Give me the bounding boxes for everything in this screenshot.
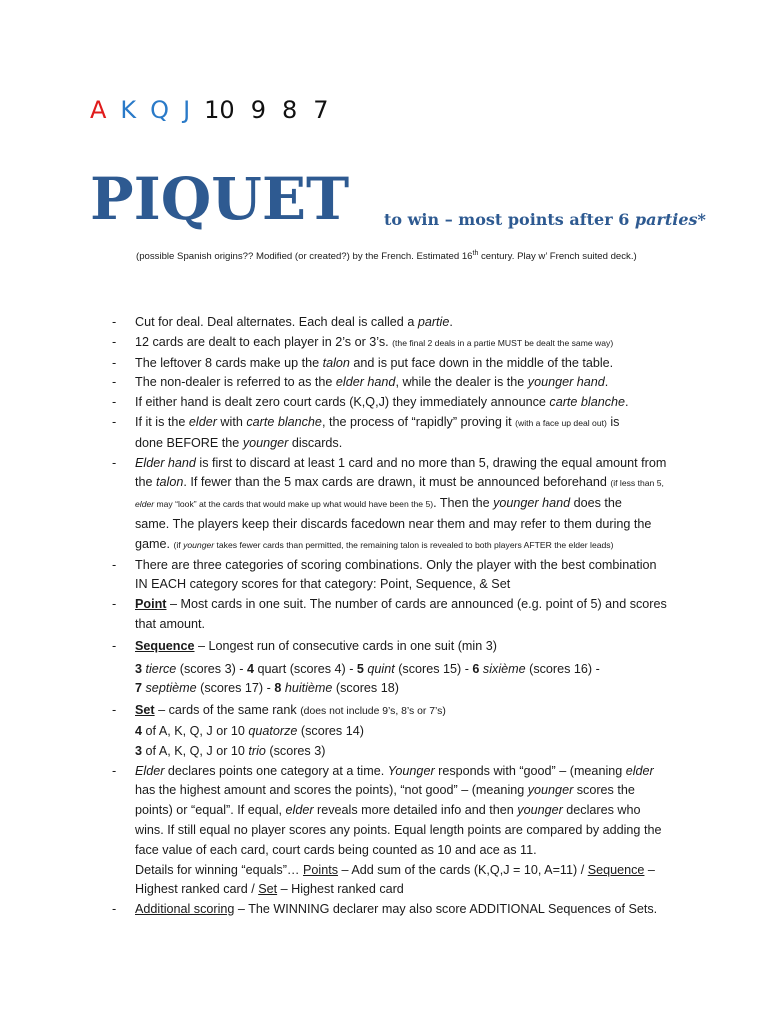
text: (scores 15) - [394, 661, 473, 676]
text: If it is the [135, 414, 189, 429]
text: is [606, 414, 620, 429]
text-em: partie [417, 315, 450, 329]
bullet-dash: - [112, 395, 117, 410]
text-em: elder [285, 803, 314, 818]
origins-text-a: (possible Spanish origins?? Modified (or created?) by the French. Estimated 16 [136, 251, 473, 263]
origins-text-b: century. Play w’ French suited deck.) [478, 251, 637, 263]
subtitle-emphasis: parties* [634, 210, 706, 229]
subtitle [384, 210, 706, 229]
text-small: may “look” at the cards that would make up what would have been the 5) [154, 499, 434, 510]
text: scores the [573, 783, 635, 798]
subtitle-text: to win – most points after 6 [384, 210, 635, 229]
rank-queen: Q [150, 96, 170, 124]
bullet-dash: - [112, 375, 117, 390]
text-em: trio [248, 743, 266, 758]
bullet-dash: - [112, 763, 117, 778]
num: 5 [356, 661, 364, 676]
list-item [112, 313, 672, 333]
text-em: carte blanche [246, 414, 322, 429]
text: – Highest ranked card [277, 882, 404, 897]
text-em: quatorze [248, 723, 298, 738]
text-em: younger [517, 803, 563, 818]
num: 4 [247, 661, 255, 676]
text: There are three categories of scoring combinations. Only the player with the best combination [135, 557, 657, 572]
text: declares who [562, 803, 641, 818]
section-heading-sequence: Sequence [135, 638, 195, 653]
text-em: huitième [281, 681, 333, 696]
text-em: elder [188, 414, 217, 429]
text: points) or “equal”. If equal, [135, 803, 286, 818]
text: same. The players keep their discards facedown near them and may refer to them during the [135, 516, 652, 531]
bullet-dash: - [112, 355, 117, 370]
text: , the process of “rapidly” proving it [321, 414, 516, 429]
text: (scores 3) - [176, 661, 247, 676]
text: quart (scores 4) - [254, 661, 357, 676]
text-small: (does not include 9’s, 8’s or 7’s) [300, 706, 446, 718]
rank-king: K [120, 96, 137, 124]
text-small: (if less than 5, [610, 478, 664, 489]
rank-ace: A [90, 96, 107, 124]
num: 8 [274, 681, 282, 696]
bullet-dash: - [112, 902, 117, 917]
list-item [112, 454, 672, 556]
text-em: younger [527, 783, 574, 798]
text: – Add sum of the cards (K,Q,J = 10, A=11) / [338, 862, 588, 877]
rank-8: 8 [281, 96, 298, 124]
rank-7: 7 [313, 96, 329, 124]
text: (scores 17) - [196, 681, 275, 696]
text-em: elder [625, 763, 654, 778]
text-em: sixième [479, 661, 526, 676]
text-underlined: Additional scoring [135, 902, 235, 917]
list-item [112, 393, 672, 413]
text: . [625, 395, 629, 410]
text: face value of each card, court cards being counted as 10 and ace as 11. [135, 842, 537, 857]
text: wins. If still equal no player scores any points. Equal length points are compared by adding the [135, 822, 662, 837]
text-em: tierce [142, 661, 177, 676]
bullet-dash: - [112, 597, 117, 612]
origins-sup: th [472, 250, 479, 257]
text-em: younger hand [527, 375, 605, 390]
list-item [112, 701, 672, 761]
num: 3 [135, 661, 143, 676]
list-item [112, 413, 672, 454]
text: game. [135, 536, 174, 551]
text: – [644, 862, 655, 877]
origins-note [136, 250, 637, 262]
text-em: carte blanche [549, 395, 626, 410]
text: is first to discard at least 1 card and no more than 5, drawing the equal amount from [195, 455, 667, 470]
bullet-dash: - [112, 315, 117, 329]
text: with [216, 414, 247, 429]
text-small: takes fewer cards than permitted, the remaining talon is revealed to both players AFTER the elder leads) [214, 539, 614, 550]
text: 12 cards are dealt to each player in 2’s or 3’s. [135, 334, 393, 349]
list-item [112, 595, 672, 635]
bullet-dash: - [112, 557, 117, 572]
text-em: quint [363, 661, 395, 676]
text: , while the dealer is the [395, 375, 528, 390]
list-item [112, 762, 672, 901]
list-item [112, 333, 672, 354]
rank-9: 9 [250, 96, 266, 124]
bullet-dash: - [112, 703, 117, 718]
bullet-dash: - [112, 455, 117, 470]
text: (scores 16) - [525, 661, 600, 676]
card-rank-row [90, 96, 345, 130]
text-em: talon [322, 355, 350, 370]
text-small-em: younger [183, 539, 215, 550]
text: discards. [288, 435, 343, 450]
text-em: younger [242, 435, 289, 450]
text-underlined: Sequence [587, 862, 645, 877]
text-em: septième [142, 681, 197, 696]
text-em: Elder [135, 763, 165, 778]
text: of A, K, Q, J or 10 [142, 743, 249, 758]
section-heading-point: Point [135, 597, 167, 612]
text: Details for winning “equals”… [135, 862, 303, 877]
text: and is put face down in the middle of the table. [349, 355, 614, 370]
rules-list [112, 313, 672, 920]
num: 6 [472, 661, 480, 676]
text: . Then the [433, 496, 494, 511]
text-small: (if [173, 539, 184, 550]
text: Highest ranked card / [135, 882, 259, 897]
text: The leftover 8 cards make up the [135, 355, 323, 370]
text: – Longest run of consecutive cards in one suit (min 3) [194, 638, 497, 653]
text: (scores 14) [297, 723, 364, 738]
text-em: Younger [387, 763, 435, 778]
text: responds with “good” – (meaning [434, 763, 626, 778]
text: . If fewer than the 5 max cards are drawn, it must be announced beforehand [183, 475, 611, 490]
text-underlined: Set [258, 882, 278, 897]
list-item [112, 373, 672, 393]
text: – Most cards in one suit. The number of cards are announced (e.g. point of 5) and scores [166, 597, 667, 612]
num: 4 [135, 723, 143, 738]
text: The non-dealer is referred to as the [135, 375, 336, 390]
text-underlined: Points [303, 862, 339, 877]
text: reveals more detailed info and then [313, 803, 518, 818]
bullet-dash: - [112, 414, 117, 429]
text: (scores 3) [265, 743, 326, 758]
num: 7 [135, 681, 143, 696]
text-small-em: elder [135, 499, 155, 510]
bullet-dash: - [112, 334, 117, 349]
rank-jack: J [183, 96, 191, 124]
num: 3 [135, 743, 143, 758]
text: – The WINNING declarer may also score ADDITIONAL Sequences of Sets. [234, 902, 658, 917]
text: has the highest amount and scores the points), “not good” – (meaning [135, 783, 528, 798]
text: that amount. [135, 616, 206, 631]
sequence-scores [135, 660, 672, 700]
text: . [604, 375, 609, 390]
list-item [112, 900, 672, 920]
page-title: PIQUET [90, 165, 350, 233]
text: declares points one category at a time. [164, 763, 388, 778]
list-item [112, 556, 672, 596]
text: . [449, 315, 453, 329]
text-em: elder hand [335, 375, 396, 390]
list-item [112, 354, 672, 374]
text: Cut for deal. Deal alternates. Each deal is called a [135, 315, 418, 329]
section-heading-set: Set [135, 703, 155, 718]
text: done BEFORE the [135, 435, 243, 450]
rank-10: 10 [204, 96, 235, 124]
text: the [135, 475, 157, 490]
text-em: younger hand [493, 496, 571, 511]
text: – cards of the same rank [154, 703, 301, 718]
text: (scores 18) [332, 681, 399, 696]
text: IN EACH category scores for that category: Point, Sequence, & Set [135, 577, 511, 592]
list-item [112, 637, 672, 699]
text: If either hand is dealt zero court cards (K,Q,J) they immediately announce [135, 395, 550, 410]
bullet-dash: - [112, 638, 117, 653]
text: of A, K, Q, J or 10 [142, 723, 249, 738]
text-small: (the final 2 deals in a partie MUST be dealt the same way) [392, 337, 614, 348]
text: does the [570, 496, 622, 511]
text-em: Elder hand [135, 455, 196, 470]
text-small: (with a face up deal out) [515, 417, 607, 428]
text-em: talon [156, 475, 184, 490]
